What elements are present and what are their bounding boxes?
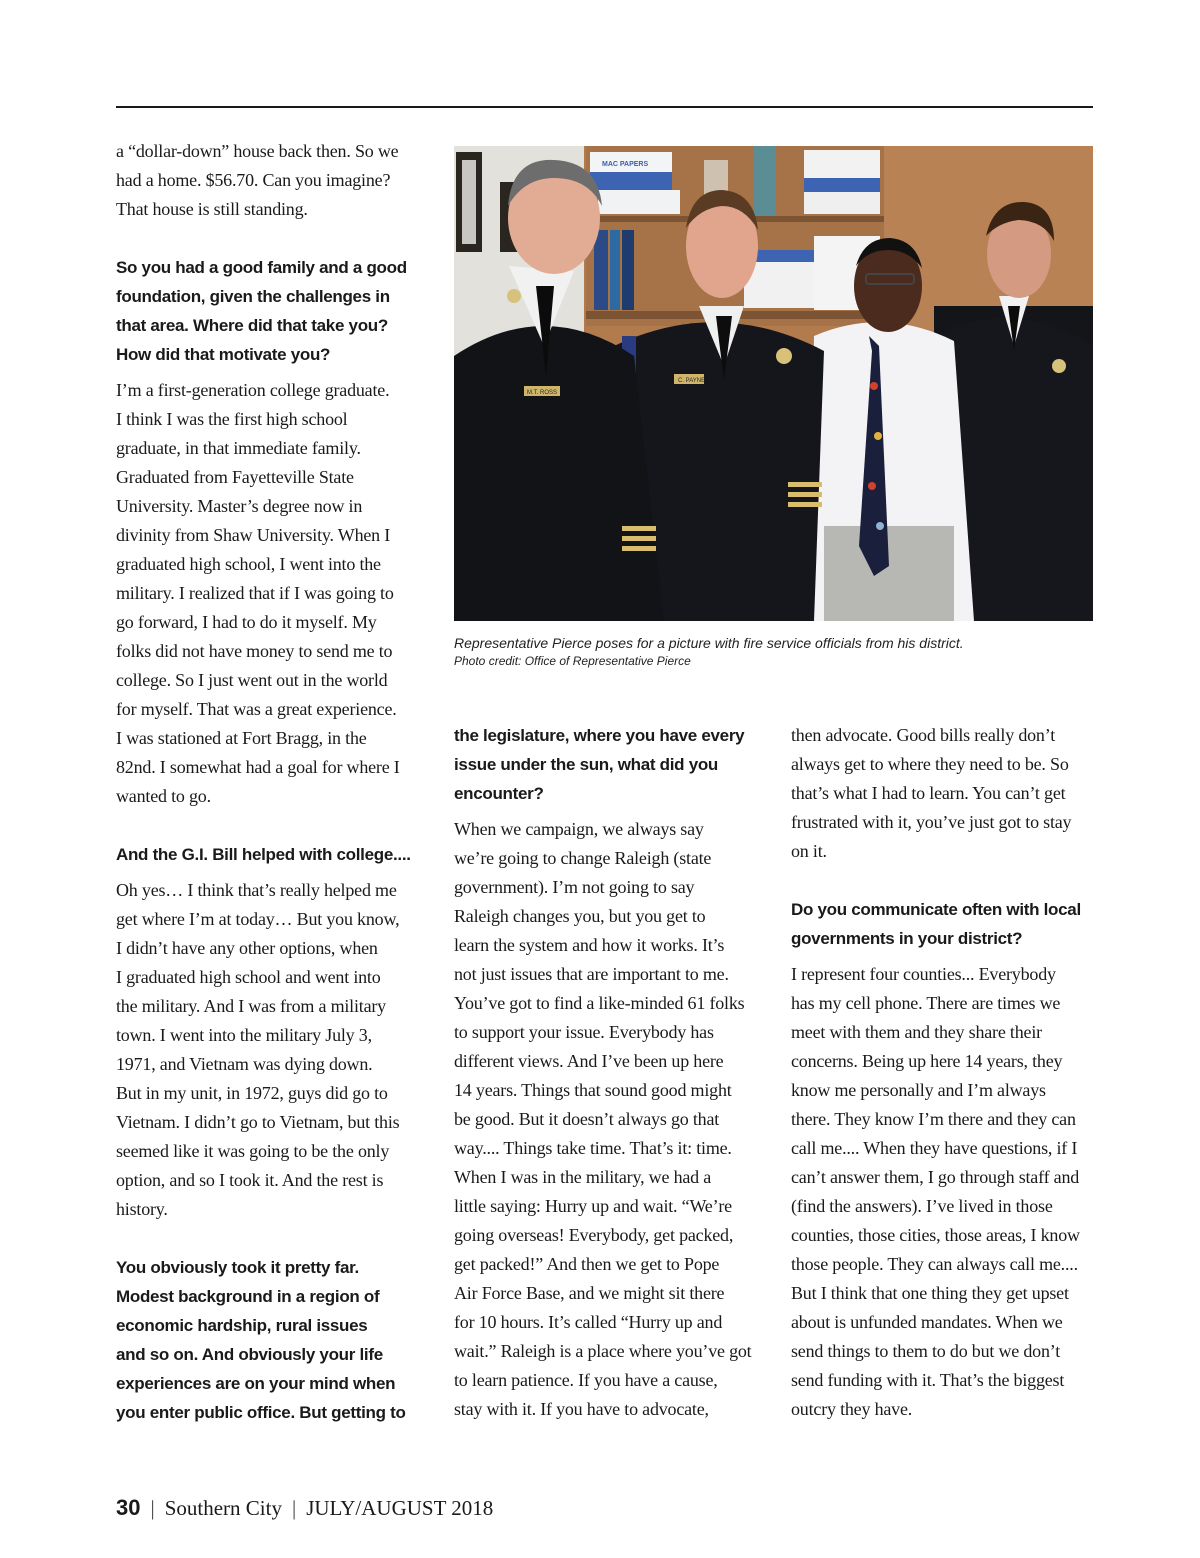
text-line: stay with it. If you have to advocate,: [454, 1399, 709, 1419]
text-line: call me.... When they have questions, if I: [791, 1138, 1078, 1158]
paragraph-spacer: [116, 1224, 421, 1253]
fire-officials-photo: [454, 146, 1093, 621]
page-footer: [116, 1494, 493, 1522]
text-line: and so on. And obviously your life: [116, 1345, 383, 1364]
publication-name: Southern City: [164, 1496, 282, 1520]
header-rule: [116, 106, 1093, 108]
text-line: history.: [116, 1199, 168, 1219]
text-line: we’re going to change Raleigh (state: [454, 848, 712, 868]
article-photo: [454, 146, 1093, 621]
text-line: always get to where they need to be. So: [791, 754, 1069, 774]
interview-question: [116, 253, 421, 369]
page-number: 30: [116, 1495, 141, 1520]
text-line: wait.” Raleigh is a place where you’ve got: [454, 1341, 752, 1361]
text-line: learn the system and how it works. It’s: [454, 935, 725, 955]
text-line: frustrated with it, you’ve just got to stay: [791, 812, 1072, 832]
text-line: But I think that one thing they get upset: [791, 1283, 1069, 1303]
text-line: to learn patience. If you have a cause,: [454, 1370, 718, 1390]
text-line: foundation, given the challenges in: [116, 287, 390, 306]
interview-answer: [791, 960, 1096, 1424]
text-line: be good. But it doesn’t always go that: [454, 1109, 720, 1129]
interview-question: [454, 721, 759, 808]
text-line: I think I was the first high school: [116, 409, 348, 429]
interview-answer: [116, 876, 421, 1224]
text-line: I was stationed at Fort Bragg, in the: [116, 728, 367, 748]
text-line: a “dollar-down” house back then. So we: [116, 141, 399, 161]
text-line: issue under the sun, what did you: [454, 755, 719, 774]
text-line: Raleigh changes you, but you get to: [454, 906, 706, 926]
text-line: counties, those cities, those areas, I know: [791, 1225, 1080, 1245]
text-line: That house is still standing.: [116, 199, 308, 219]
text-line: You’ve got to find a like-minded 61 folks: [454, 993, 745, 1013]
text-line: governments in your district?: [791, 929, 1023, 948]
text-line: the military. And I was from a military: [116, 996, 386, 1016]
text-line: that area. Where did that take you?: [116, 316, 388, 335]
badge-label-2: C. PAYNE: [678, 378, 706, 384]
text-line: seemed like it was going to be the only: [116, 1141, 390, 1161]
article-column-3: [791, 721, 1096, 1424]
text-line: has my cell phone. There are times we: [791, 993, 1061, 1013]
box-label-text: MAC PAPERS: [602, 161, 649, 168]
photo-caption: Representative Pierce poses for a picture with fire service officials from his district.: [454, 635, 964, 651]
text-line: know me personally and I’m always: [791, 1080, 1046, 1100]
photo-caption-block: [454, 633, 1094, 670]
text-line: experiences are on your mind when: [116, 1374, 396, 1393]
text-line: graduate, in that immediate family.: [116, 438, 361, 458]
text-line: to support your issue. Everybody has: [454, 1022, 714, 1042]
text-line: I’m a first-generation college graduate.: [116, 380, 390, 400]
text-line: on it.: [791, 841, 827, 861]
text-line: divinity from Shaw University. When I: [116, 525, 391, 545]
text-line: go forward, I had to do it myself. My: [116, 612, 377, 632]
footer-separator: |: [291, 1496, 297, 1520]
text-line: I didn’t have any other options, when: [116, 938, 378, 958]
text-line: I graduated high school and went into: [116, 967, 381, 987]
text-line: for 10 hours. It’s called “Hurry up and: [454, 1312, 723, 1332]
text-line: Vietnam. I didn’t go to Vietnam, but this: [116, 1112, 400, 1132]
text-line: there. They know I’m there and they can: [791, 1109, 1076, 1129]
text-line: then advocate. Good bills really don’t: [791, 725, 1055, 745]
text-line: get where I’m at today… But you know,: [116, 909, 400, 929]
question-spacer: [791, 953, 1096, 960]
text-line: outcry they have.: [791, 1399, 913, 1419]
article-column-2: [454, 721, 759, 1424]
interview-answer: [454, 815, 759, 1424]
text-line: 82nd. I somewhat had a goal for where I: [116, 757, 400, 777]
paragraph-spacer: [116, 224, 421, 253]
text-line: University. Master’s degree now in: [116, 496, 363, 516]
text-line: government). I’m not going to say: [454, 877, 695, 897]
footer-separator: |: [150, 1496, 155, 1520]
text-line: for myself. That was a great experience.: [116, 699, 397, 719]
interview-question: [116, 1253, 421, 1427]
interview-question: [791, 895, 1096, 953]
text-line: send funding with it. That’s the biggest: [791, 1370, 1065, 1390]
text-line: the legislature, where you have every: [454, 726, 745, 745]
badge-label-1: M.T. ROSS: [527, 390, 558, 396]
text-line: meet with them and they share their: [791, 1022, 1042, 1042]
text-line: I represent four counties... Everybody: [791, 964, 1056, 984]
text-line: encounter?: [454, 784, 544, 803]
text-line: not just issues that are important to me.: [454, 964, 729, 984]
text-line: Oh yes… I think that’s really helped me: [116, 880, 397, 900]
text-line: had a home. $56.70. Can you imagine?: [116, 170, 391, 190]
text-line: So you had a good family and a good: [116, 258, 407, 277]
text-line: But in my unit, in 1972, guys did go to: [116, 1083, 388, 1103]
text-line: You obviously took it pretty far.: [116, 1258, 359, 1277]
text-line: way.... Things take time. That’s it: time.: [454, 1138, 732, 1158]
text-line: 1971, and Vietnam was dying down.: [116, 1054, 373, 1074]
text-line: folks did not have money to send me to: [116, 641, 393, 661]
question-spacer: [116, 1427, 421, 1434]
text-line: different views. And I’ve been up here: [454, 1051, 724, 1071]
question-spacer: [116, 369, 421, 376]
text-line: concerns. Being up here 14 years, they: [791, 1051, 1063, 1071]
text-line: Graduated from Fayetteville State: [116, 467, 354, 487]
text-line: When I was in the military, we had a: [454, 1167, 712, 1187]
text-line: college. So I just went out in the world: [116, 670, 388, 690]
text-line: that’s what I had to learn. You can’t get: [791, 783, 1066, 803]
paragraph-spacer: [116, 811, 421, 840]
photo-credit: Photo credit: Office of Representative Pierce: [454, 654, 691, 668]
text-line: those people. They can always call me....: [791, 1254, 1078, 1274]
text-line: military. I realized that if I was going to: [116, 583, 394, 603]
interview-answer: [116, 376, 421, 811]
text-line: How did that motivate you?: [116, 345, 331, 364]
text-line: about is unfunded mandates. When we: [791, 1312, 1063, 1332]
text-line: send things to them to do but we don’t: [791, 1341, 1061, 1361]
text-line: wanted to go.: [116, 786, 211, 806]
text-line: little saying: Hurry up and wait. “We’re: [454, 1196, 732, 1216]
text-line: you enter public office. But getting to: [116, 1403, 406, 1422]
text-line: town. I went into the military July 3,: [116, 1025, 372, 1045]
text-line: (find the answers). I’ve lived in those: [791, 1196, 1053, 1216]
question-spacer: [116, 869, 421, 876]
text-line: Modest background in a region of: [116, 1287, 380, 1306]
text-line: Do you communicate often with local: [791, 900, 1081, 919]
text-line: going overseas! Everybody, get packed,: [454, 1225, 734, 1245]
text-line: graduated high school, I went into the: [116, 554, 381, 574]
text-line: can’t answer them, I go through staff and: [791, 1167, 1080, 1187]
interview-answer: [791, 721, 1096, 866]
paragraph-spacer: [791, 866, 1096, 895]
text-line: And the G.I. Bill helped with college....: [116, 845, 411, 864]
text-line: option, and so I took it. And the rest is: [116, 1170, 384, 1190]
text-line: get packed!” And then we get to Pope: [454, 1254, 720, 1274]
text-line: When we campaign, we always say: [454, 819, 704, 839]
text-line: Air Force Base, and we might sit there: [454, 1283, 725, 1303]
interview-answer: [116, 137, 421, 224]
interview-question: [116, 840, 421, 869]
issue-date: JULY/AUGUST 2018: [306, 1496, 494, 1520]
article-column-1: [116, 137, 421, 1434]
text-line: economic hardship, rural issues: [116, 1316, 368, 1335]
text-line: 14 years. Things that sound good might: [454, 1080, 732, 1100]
question-spacer: [454, 808, 759, 815]
